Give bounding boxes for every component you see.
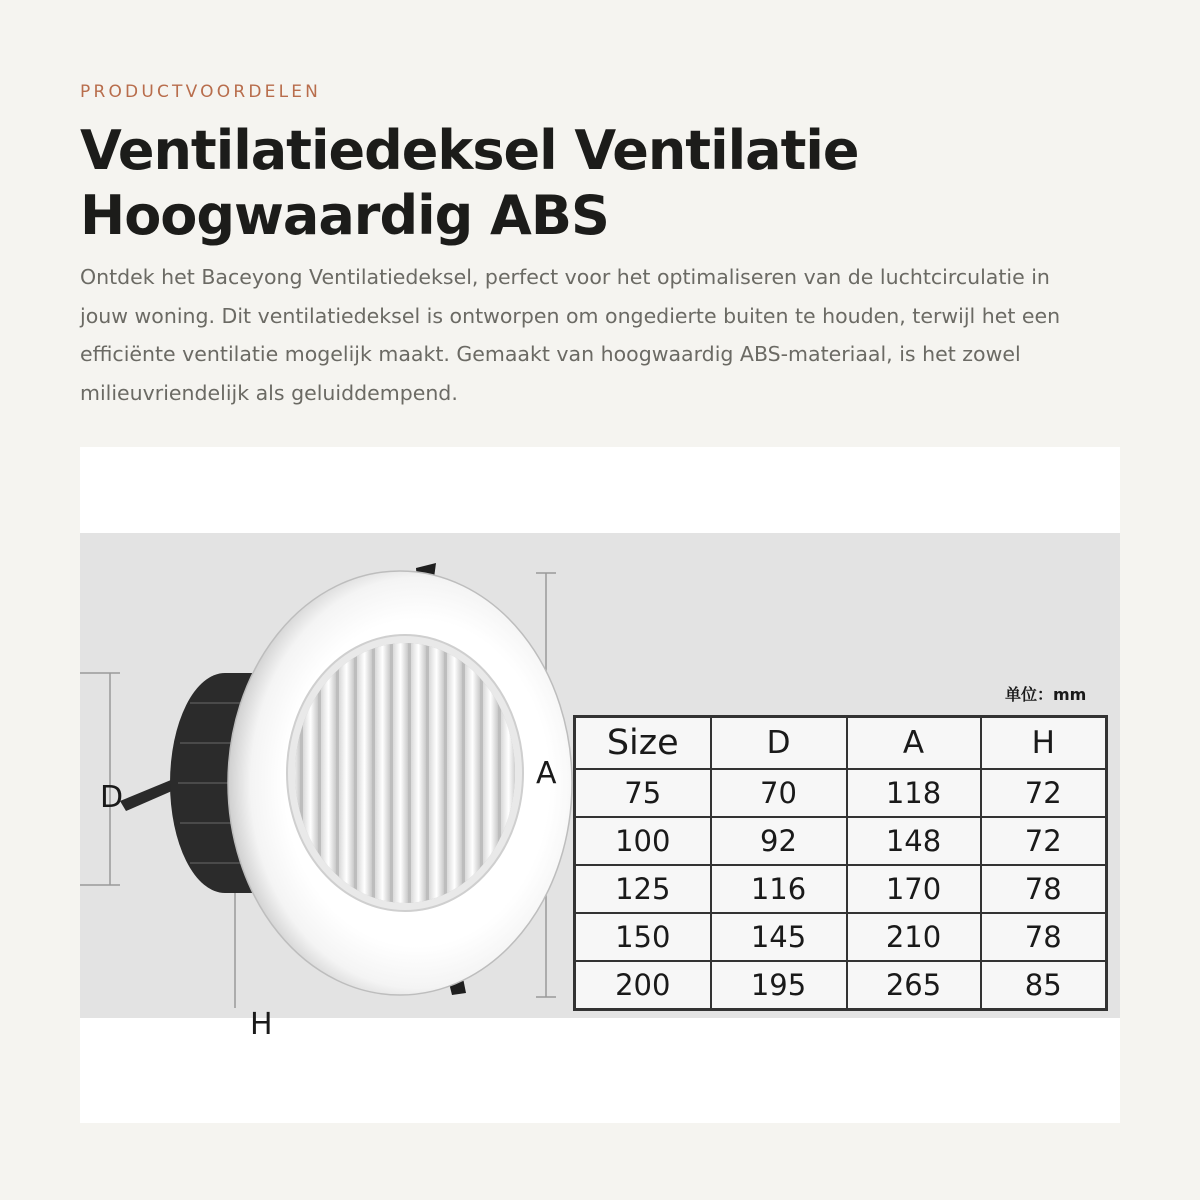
table-row bbox=[575, 769, 1107, 817]
table-row bbox=[575, 865, 1107, 913]
table-cell: 148 bbox=[847, 817, 981, 865]
table-cell: 92 bbox=[711, 817, 847, 865]
product-title: Ventilatiedeksel Ventilatie Hoogwaardig ABS bbox=[80, 119, 859, 247]
table-cell: 125 bbox=[575, 865, 711, 913]
table-cell: 78 bbox=[981, 865, 1107, 913]
product-description: Ontdek het Baceyong Ventilatiedeksel, perfect voor het optimaliseren van de luchtcirculatie in jouw woning. Dit ventilatiedeksel is ontworpen om ongedierte buiten te houden, terwijl het een efficiënte ventilatie mogelijk maakt. Gemaakt van hoogwaardig ABS-materiaal, is het zowel milieuvriendelijk als geluiddempend. bbox=[80, 265, 1061, 405]
dimension-label-h: H bbox=[250, 1007, 273, 1042]
table-cell: 75 bbox=[575, 769, 711, 817]
table-cell: 116 bbox=[711, 865, 847, 913]
product-diagram bbox=[80, 533, 1120, 1042]
table-cell: 210 bbox=[847, 913, 981, 961]
table-cell: 72 bbox=[981, 817, 1107, 865]
unit-label: 单位：mm bbox=[1005, 685, 1087, 704]
table-row bbox=[575, 961, 1107, 1010]
table-cell: 78 bbox=[981, 913, 1107, 961]
size-table bbox=[573, 715, 1108, 1011]
dimension-label-d: D bbox=[100, 780, 124, 815]
table-cell: 265 bbox=[847, 961, 981, 1010]
column-header: D bbox=[711, 717, 847, 770]
section-label: PRODUCTVOORDELEN bbox=[80, 82, 322, 102]
product-image bbox=[80, 447, 1120, 1123]
table-cell: 100 bbox=[575, 817, 711, 865]
table-cell: 195 bbox=[711, 961, 847, 1010]
table-row bbox=[575, 817, 1107, 865]
table-cell: 85 bbox=[981, 961, 1107, 1010]
column-header: H bbox=[981, 717, 1107, 770]
table-cell: 72 bbox=[981, 769, 1107, 817]
table-cell: 118 bbox=[847, 769, 981, 817]
table-header-row bbox=[575, 717, 1107, 770]
dimension-label-a: A bbox=[536, 756, 557, 791]
column-header: Size bbox=[575, 717, 711, 770]
table-cell: 145 bbox=[711, 913, 847, 961]
column-header: A bbox=[847, 717, 981, 770]
table-cell: 170 bbox=[847, 865, 981, 913]
table-cell: 200 bbox=[575, 961, 711, 1010]
table-cell: 70 bbox=[711, 769, 847, 817]
table-row bbox=[575, 913, 1107, 961]
table-cell: 150 bbox=[575, 913, 711, 961]
